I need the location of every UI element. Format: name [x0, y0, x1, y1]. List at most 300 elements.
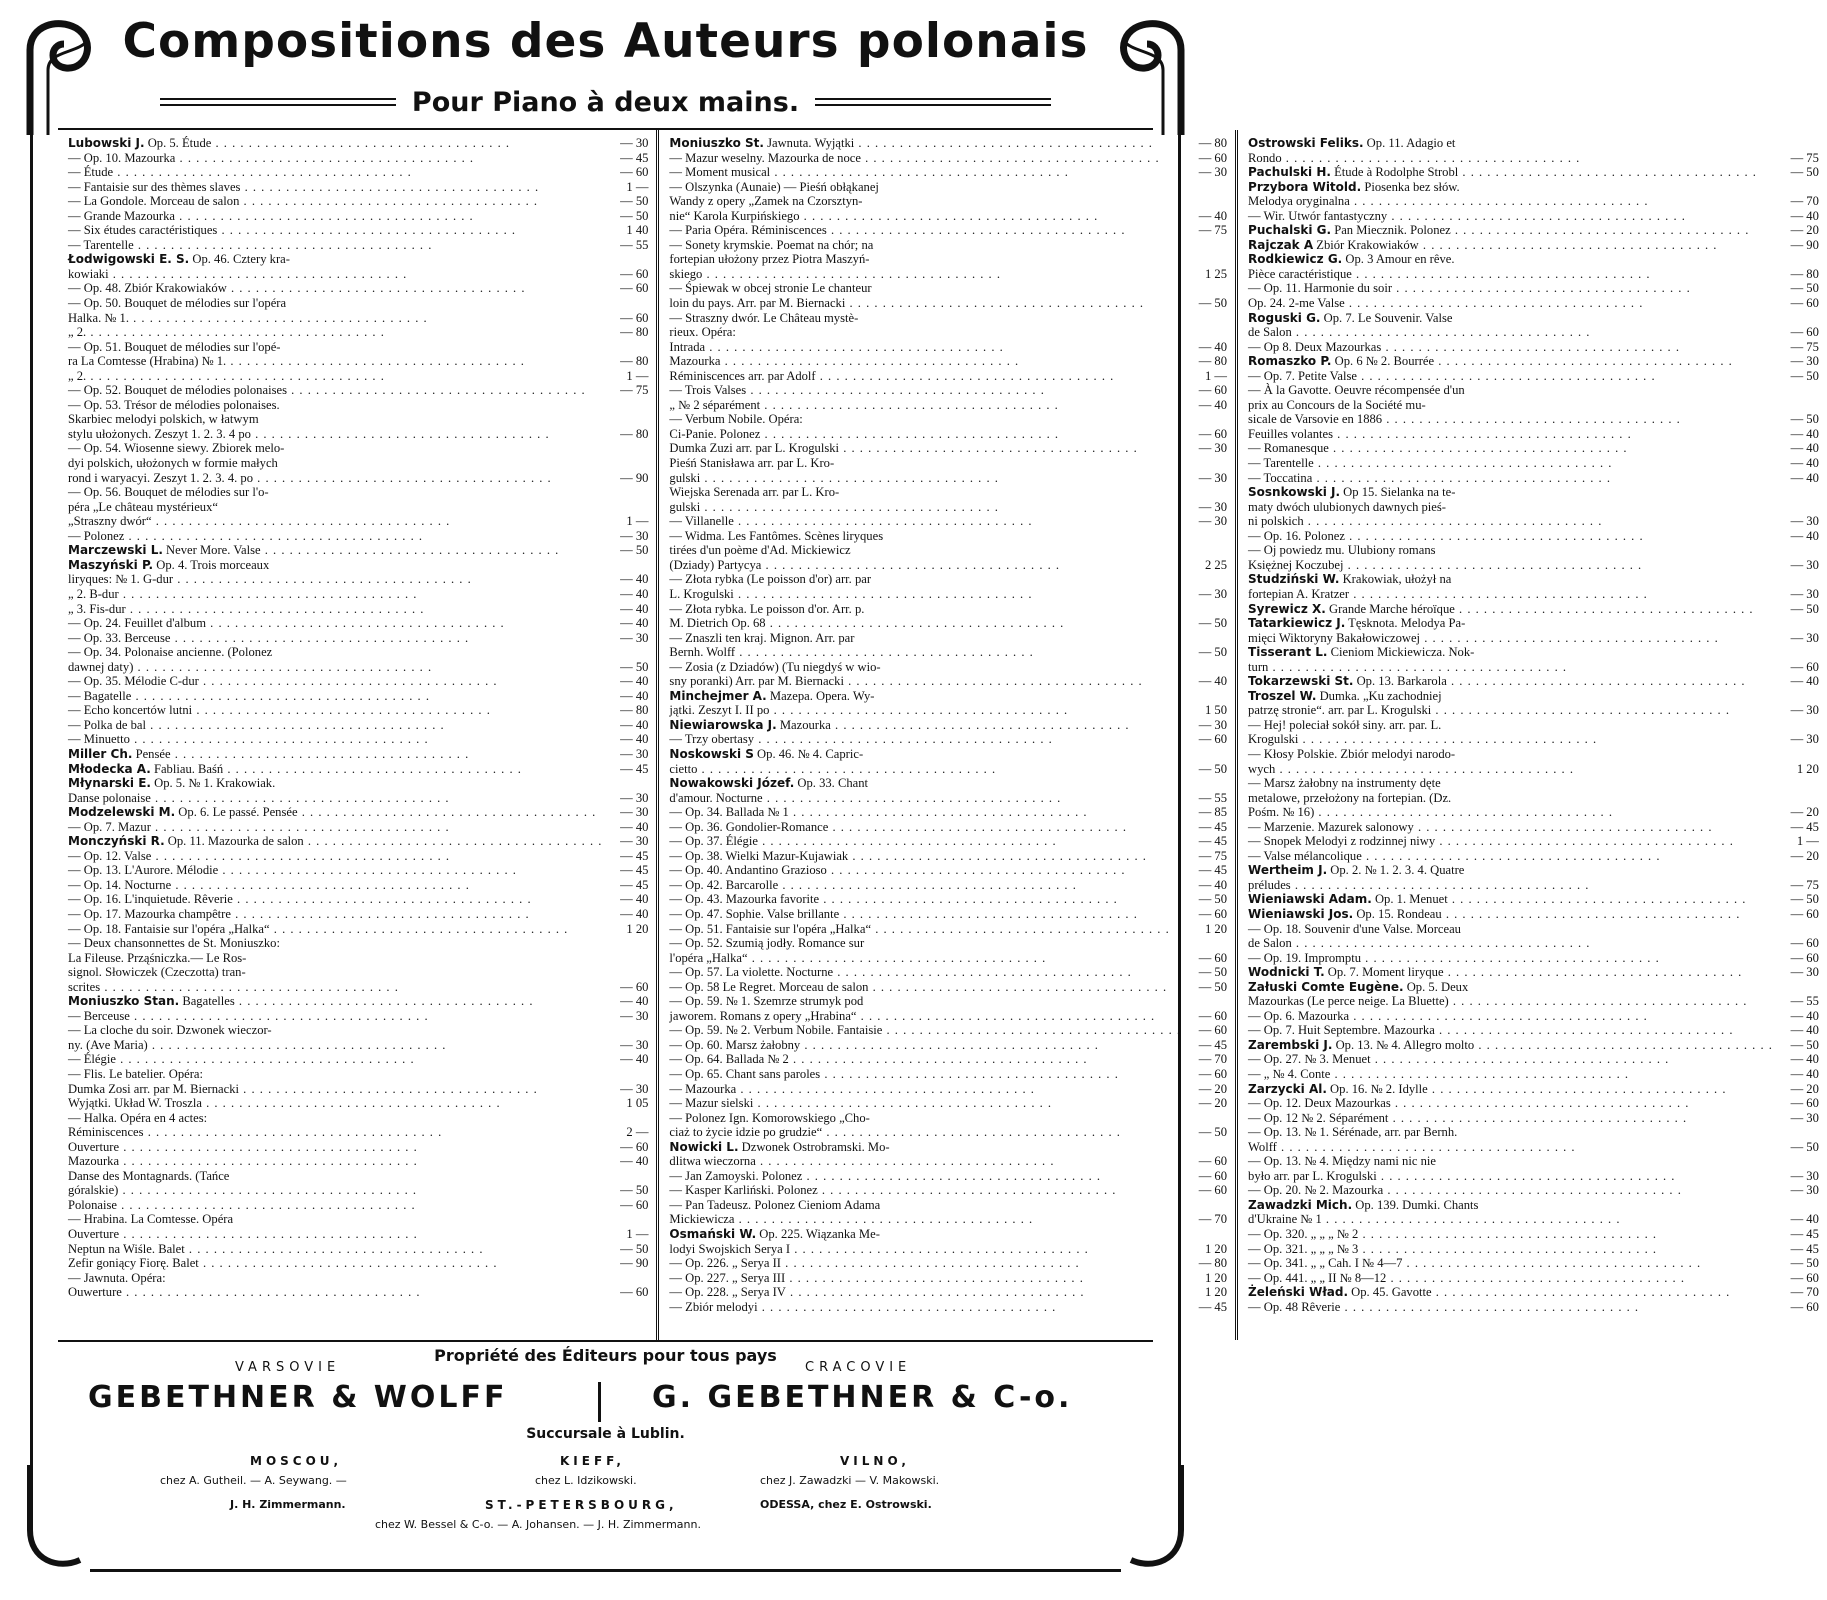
composer-name: Noskowski S: [669, 746, 754, 761]
catalog-entry: [669, 514, 1227, 529]
entry-price: — 40: [620, 717, 649, 732]
entry-title: [68, 1198, 602, 1213]
work-title: Op. 2. № 1. 2. 3. 4. Quatre: [1327, 863, 1465, 878]
catalog-entry: [68, 514, 648, 529]
work-title: — Op. 59. № 1. Szemrze strumyk pod: [669, 994, 864, 1009]
entry-title: [1248, 863, 1773, 878]
entry-title: [1248, 1096, 1773, 1111]
work-title: Intrada: [669, 339, 706, 354]
entry-title: [68, 1227, 602, 1242]
entry-title: [669, 1009, 1181, 1024]
work-title: — Op. 321. „ „ „ № 3: [1248, 1241, 1359, 1256]
entry-title: [1248, 311, 1773, 326]
work-title: — Op. 12. Valse: [68, 848, 152, 863]
work-title: — Sonety krymskie. Poemat na chór; na: [669, 237, 874, 252]
work-title: Wolff: [1248, 1139, 1277, 1154]
catalog-entry: [68, 281, 648, 296]
catalog-entry: [1248, 703, 1819, 718]
entry-title: [669, 863, 1181, 878]
catalog-entry: [68, 485, 648, 500]
catalog-entry: [68, 849, 648, 864]
catalog-entry: [68, 660, 648, 675]
composer-name: Zarzycki Al.: [1248, 1081, 1327, 1096]
entry-title: [669, 252, 1181, 267]
composer-name: Osmański W.: [669, 1227, 757, 1242]
work-title: — Valse mélancolique: [1248, 848, 1362, 863]
work-title: — Op. 16. L'inquietude. Rêverie: [68, 892, 233, 907]
work-title: wych: [1248, 761, 1276, 776]
work-title: — Op. 10. Mazourka: [68, 150, 176, 165]
entry-title: [1248, 1009, 1773, 1024]
catalog-entry: [1248, 325, 1819, 340]
work-title: — Oj powiedz mu. Ulubiony romans: [1248, 543, 1436, 558]
work-title: — Élégie: [68, 1052, 116, 1067]
work-title: — Snopek Melodyi z rodzinnej niwy: [1248, 834, 1436, 849]
entry-price: — 60: [620, 310, 649, 325]
catalog-entry: [1248, 863, 1819, 878]
catalog-entry: [669, 1183, 1227, 1198]
entry-price: — 60: [620, 1285, 649, 1300]
catalog-entry: [669, 587, 1227, 602]
work-title: — Trois Valses: [669, 383, 747, 398]
work-title: — Kłosy Polskie. Zbiór melodyi narodo-: [1248, 746, 1456, 761]
entry-title: [68, 922, 602, 937]
catalog-entry: [1248, 645, 1819, 660]
entry-price: — 60: [1198, 1023, 1228, 1038]
entry-title: [669, 994, 1181, 1009]
work-title: Grande Marche héroïque: [1325, 601, 1455, 616]
entry-title: [669, 965, 1181, 980]
catalog-entry: [1248, 238, 1819, 253]
entry-title: [1248, 471, 1773, 486]
entry-title: [68, 456, 602, 471]
catalog-entry: [68, 776, 648, 791]
entry-title: [1248, 427, 1773, 442]
entry-title: [68, 631, 602, 646]
catalog-entry: [68, 922, 648, 937]
entry-price: — 50: [1198, 645, 1228, 660]
branch-vilno: VILNO,: [840, 1454, 910, 1468]
work-title: — Deux chansonnettes de St. Moniuszko:: [68, 936, 280, 951]
work-title: — Widma. Les Fantômes. Scènes liryques: [669, 528, 884, 543]
footer: [60, 1346, 1151, 1546]
composer-name: Wodnicki T.: [1248, 965, 1325, 980]
entry-price: — 50: [1790, 1139, 1819, 1154]
entry-title: [1248, 325, 1773, 340]
entry-title: [1248, 776, 1773, 791]
work-title: — Op. 35. Mélodie C-dur: [68, 674, 199, 689]
entry-title: [669, 485, 1181, 500]
entry-price: — 90: [1790, 237, 1819, 252]
composer-name: Moniuszko Stan.: [68, 994, 180, 1009]
entry-title: [1248, 383, 1773, 398]
entry-price: — 40: [1790, 528, 1819, 543]
work-title: kowiaki: [68, 266, 109, 281]
work-title: Bagatelles: [179, 994, 235, 1009]
catalog-entry: [68, 369, 648, 384]
catalog-entry: [669, 456, 1227, 471]
work-title: — Minuetto: [68, 732, 130, 747]
catalog-entry: [1248, 441, 1819, 456]
composer-name: Studziński W.: [1248, 572, 1340, 587]
work-title: — Berceuse: [68, 1008, 130, 1023]
work-title: Tęsknota. Melodya Pa-: [1345, 616, 1466, 631]
entry-title: [68, 936, 602, 951]
entry-title: [669, 922, 1181, 937]
catalog-entry: [669, 732, 1227, 747]
work-title: sicale de Varsovie en 1886: [1248, 412, 1383, 427]
entry-price: 1 —: [1204, 368, 1228, 383]
catalog-entry: [1248, 354, 1819, 369]
catalog-entry: [68, 703, 648, 718]
catalog-entry: [1248, 209, 1819, 224]
work-title: jątki. Zeszyt I. II po: [669, 703, 770, 718]
entry-price: — 30: [1198, 499, 1228, 514]
entry-price: — 50: [1790, 368, 1819, 383]
entry-price: 1 —: [626, 368, 649, 383]
entry-title: [1248, 1154, 1773, 1169]
work-title: Polonaise: [68, 1197, 117, 1212]
entry-title: [68, 834, 602, 849]
work-title: Skarbiec melodyi polskich, w łatwym: [68, 412, 259, 427]
work-title: — Op. 6. Mazourka: [1248, 1008, 1350, 1023]
entry-price: — 40: [620, 572, 649, 587]
work-title: — Op. 37. Élégie: [669, 834, 758, 849]
entry-title: [1248, 674, 1773, 689]
catalog-entry: [1248, 412, 1819, 427]
entry-price: — 30: [1198, 717, 1228, 732]
entry-title: [669, 747, 1181, 762]
catalog-entry: [68, 1242, 648, 1257]
work-title: scrites: [68, 979, 101, 994]
entry-title: [1248, 252, 1773, 267]
entry-price: — 30: [620, 834, 649, 849]
entry-price: — 40: [1790, 1052, 1819, 1067]
branch-kieff-line: chez L. Idzikowski.: [535, 1474, 637, 1487]
entry-title: [68, 776, 602, 791]
entry-title: [669, 1256, 1181, 1271]
entry-price: — 50: [620, 208, 649, 223]
work-title: L. Krogulski: [669, 586, 734, 601]
work-title: d'Ukraine № 1: [1248, 1212, 1322, 1227]
work-title: Dzwonek Ostrobramski. Mo-: [738, 1139, 890, 1154]
entry-title: [1248, 558, 1773, 573]
catalog-entry: [1248, 631, 1819, 646]
entry-title: [669, 383, 1181, 398]
work-title: dyi polskich, ułożonych w formie małych: [68, 456, 278, 471]
entry-title: [68, 1038, 602, 1053]
entry-title: [68, 1125, 602, 1140]
entry-title: [68, 1285, 602, 1300]
entry-price: — 40: [1790, 456, 1819, 471]
work-title: Op 15. Sielanka na te-: [1340, 485, 1456, 500]
entry-title: [68, 340, 602, 355]
composer-name: Sosnkowski J.: [1248, 485, 1341, 500]
entry-title: [1248, 980, 1773, 995]
entry-price: — 30: [620, 1008, 649, 1023]
catalog-entry: [669, 892, 1227, 907]
frame-border-bottom: [90, 1569, 1121, 1572]
catalog-entry: [669, 412, 1227, 427]
catalog-entry: [68, 965, 648, 980]
entry-title: [68, 805, 602, 820]
entry-title: [669, 602, 1181, 617]
entry-price: — 20: [1198, 1081, 1228, 1096]
work-title: — Op. 48 Rêverie: [1248, 1299, 1341, 1314]
work-title: — Op. 7. Mazur: [68, 819, 151, 834]
entry-price: — 40: [620, 674, 649, 689]
work-title: — Op. 52. Bouquet de mélodies polonaises: [68, 383, 287, 398]
entry-title: [1248, 631, 1773, 646]
catalog-entry: [669, 1285, 1227, 1300]
catalog-entry: [68, 471, 648, 486]
entry-title: [68, 1096, 602, 1111]
catalog-entry: [669, 1023, 1227, 1038]
catalog-entry: [669, 980, 1227, 995]
entry-price: — 80: [620, 426, 649, 441]
work-title: — Zbiór melodyi: [669, 1299, 758, 1314]
entry-title: [1248, 1227, 1773, 1242]
work-title: — Zosia (z Dziadów) (Tu niegdyś w wio-: [669, 659, 881, 674]
catalog-entry: [669, 718, 1227, 733]
entry-title: [1248, 820, 1773, 835]
composer-name: Syrewicz X.: [1248, 601, 1326, 616]
catalog-entry: [68, 456, 648, 471]
composer-name: Wieniawski Jos.: [1248, 906, 1354, 921]
catalog-entry: [1248, 500, 1819, 515]
work-title: Wandy z opery „Zamek na Czorsztyn-: [669, 194, 863, 209]
entry-price: — 45: [1198, 863, 1228, 878]
property-notice: Propriété des Éditeurs pour tous pays: [434, 1346, 777, 1365]
work-title: — Op. 43. Mazourka favorite: [669, 892, 820, 907]
catalog-entry: [1248, 762, 1819, 777]
work-title: Rondo: [1248, 150, 1282, 165]
composer-name: Tokarzewski St.: [1248, 674, 1354, 689]
work-title: gulski: [669, 499, 701, 514]
catalog-entry: [1248, 922, 1819, 937]
work-title: — Op. 7. Huit Septembre. Mazourka: [1248, 1023, 1435, 1038]
catalog-entry: [669, 849, 1227, 864]
composer-name: Młynarski E.: [68, 776, 151, 791]
catalog-entry: [68, 1052, 648, 1067]
catalog-entry: [669, 660, 1227, 675]
work-title: — Śpiewak w obcej stronie Le chanteur: [669, 281, 872, 296]
work-title: skiego: [669, 266, 703, 281]
work-title: — Op. 227. „ Serya III: [669, 1270, 786, 1285]
catalog-entry: [1248, 1023, 1819, 1038]
catalog-entry: [1248, 878, 1819, 893]
entry-title: [1248, 369, 1773, 384]
catalog-entry: [68, 1140, 648, 1155]
entry-price: — 45: [1198, 819, 1228, 834]
work-title: fortepian A. Kratzer: [1248, 586, 1350, 601]
catalog-entry: [669, 747, 1227, 762]
work-title: — À la Gavotte. Oeuvre récompensée d'un: [1248, 383, 1465, 398]
work-title: — Jan Zamoyski. Polonez: [669, 1168, 803, 1183]
entry-title: [669, 398, 1181, 413]
catalog-entry: [68, 354, 648, 369]
entry-title: [68, 514, 602, 529]
entry-price: — 80: [1198, 136, 1228, 150]
catalog-entry: [1248, 340, 1819, 355]
catalog-entry: [669, 398, 1227, 413]
work-title: M. Dietrich Op. 68: [669, 616, 766, 631]
work-title: prix au Concours de la Société mu-: [1248, 397, 1426, 412]
entry-title: [68, 136, 602, 151]
catalog-entry: [1248, 252, 1819, 267]
catalog-entry: [669, 1271, 1227, 1286]
catalog-entry: [1248, 747, 1819, 762]
work-title: — Op. 27. № 3. Menuet: [1248, 1052, 1371, 1067]
entry-title: [669, 587, 1181, 602]
entry-title: [669, 427, 1181, 442]
catalog-entry: [68, 1256, 648, 1271]
work-title: Op. 7. Le Souvenir. Valse: [1320, 310, 1453, 325]
work-title: Never More. Valse: [162, 543, 261, 558]
work-title: — Villanelle: [669, 514, 734, 529]
entry-title: [1248, 456, 1773, 471]
catalog-entry: [1248, 689, 1819, 704]
entry-price: 1 05: [626, 1096, 649, 1111]
work-title: — Verbum Nobile. Opéra:: [669, 412, 803, 427]
entry-price: — 60: [1790, 325, 1819, 340]
entry-price: — 60: [1790, 906, 1819, 921]
work-title: Mazourka: [68, 1154, 120, 1169]
entry-price: — 45: [1198, 1299, 1228, 1314]
work-title: péra „Le château mystérieux“: [68, 499, 218, 514]
entry-title: [1248, 587, 1773, 602]
catalog-entry: [68, 252, 648, 267]
work-title: — Op. 51. Fantaisie sur l'opéra „Halka“: [669, 921, 872, 936]
entry-title: [669, 267, 1181, 282]
entry-title: [1248, 1212, 1773, 1227]
entry-price: — 60: [620, 1197, 649, 1212]
entry-title: [1248, 281, 1773, 296]
work-title: Op. 7. Moment liryque: [1324, 965, 1444, 980]
work-title: Feuilles volantes: [1248, 426, 1334, 441]
work-title: Neptun na Wiśle. Balet: [68, 1241, 185, 1256]
catalog-entry: [1248, 543, 1819, 558]
entry-title: [669, 1096, 1181, 1111]
composer-name: Przybora Witold.: [1248, 179, 1362, 194]
work-title: Op. 11. Mazourka de salon: [164, 834, 304, 849]
catalog-entry: [68, 1227, 648, 1242]
work-title: Op. 5. Deux: [1403, 979, 1469, 994]
entry-price: — 40: [620, 732, 649, 747]
catalog-entry: [68, 136, 648, 151]
entry-title: [1248, 543, 1773, 558]
entry-title: [1248, 1111, 1773, 1126]
entry-title: [68, 1183, 602, 1198]
branch-odessa-line: ODESSA, chez E. Ostrowski.: [760, 1498, 932, 1511]
entry-price: — 60: [1198, 1067, 1228, 1081]
catalog-entry: [669, 1038, 1227, 1053]
entry-title: [1248, 1082, 1773, 1097]
entry-title: [68, 602, 602, 617]
catalog-entry: [68, 151, 648, 166]
work-title: — Trzy obertasy: [669, 732, 755, 747]
entry-price: — 50: [1198, 296, 1228, 311]
entry-price: — 80: [1198, 1256, 1228, 1271]
branch-moscou: MOSCOU,: [250, 1454, 343, 1468]
catalog-entry: [68, 1125, 648, 1140]
entry-title: [68, 892, 602, 907]
work-title: Krakowiak, ułożył na: [1339, 572, 1452, 587]
catalog-entry: [669, 151, 1227, 166]
entry-price: — 40: [620, 994, 649, 1009]
entry-title: [669, 1242, 1181, 1257]
entry-price: 1 20: [1204, 921, 1228, 936]
entry-title: [1248, 296, 1773, 311]
catalog-entry: [1248, 1227, 1819, 1242]
composer-name: Rodkiewicz G.: [1248, 252, 1343, 267]
entry-title: [1248, 441, 1773, 456]
work-title: Pośm. № 16): [1248, 805, 1315, 820]
work-title: — Op. 38. Wielki Mazur-Kujawiak: [669, 848, 849, 863]
composer-name: Monczyński R.: [68, 834, 165, 849]
succursale: Succursale à Lublin.: [526, 1426, 685, 1442]
catalog-entry: [68, 209, 648, 224]
catalog-entry: [669, 471, 1227, 486]
work-title: — Polonez: [68, 528, 125, 543]
entry-title: [1248, 732, 1773, 747]
work-title: — Op. 52. Szumią jodły. Romance sur: [669, 936, 865, 951]
catalog-entry: [68, 834, 648, 849]
catalog-entry: [68, 383, 648, 398]
entry-price: — 70: [1198, 1212, 1228, 1227]
entry-title: [68, 791, 602, 806]
entry-price: — 60: [1790, 659, 1819, 674]
catalog-entry: [669, 252, 1227, 267]
publisher-left: GEBETHNER & WOLFF: [88, 1380, 508, 1415]
composer-name: Żeleński Wład.: [1248, 1285, 1349, 1300]
catalog-entry: [68, 340, 648, 355]
catalog-entry: [68, 936, 648, 951]
entry-price: 1 —: [626, 179, 649, 194]
catalog-entry: [68, 791, 648, 806]
entry-title: [1248, 849, 1773, 864]
entry-title: [68, 1009, 602, 1024]
work-title: gulski: [669, 470, 701, 485]
entry-title: [68, 1212, 602, 1227]
work-title: Op. 5. Étude: [144, 136, 212, 150]
catalog-entry: [669, 907, 1227, 922]
entry-title: [1248, 1242, 1773, 1257]
entry-title: [669, 325, 1181, 340]
entry-price: — 40: [1790, 1212, 1819, 1227]
entry-title: [1248, 1125, 1773, 1140]
catalog-entry: [1248, 165, 1819, 180]
work-title: — Znaszli ten kraj. Mignon. Arr. par: [669, 630, 855, 645]
entry-title: [68, 572, 602, 587]
catalog-entry: [68, 412, 648, 427]
catalog-entry: [68, 689, 648, 704]
catalog-entry: [1248, 1140, 1819, 1155]
work-title: Mazepa. Opera. Wy-: [766, 688, 875, 703]
entry-title: [669, 1140, 1181, 1155]
entry-title: [1248, 485, 1773, 500]
work-title: — Polonez Ign. Komorowskiego „Cho-: [669, 1110, 870, 1125]
catalog-entry: [669, 267, 1227, 282]
catalog-entry: [1248, 1300, 1819, 1315]
catalog-entry: [1248, 151, 1819, 166]
entry-price: — 45: [1790, 1227, 1819, 1242]
catalog-entry: [669, 1067, 1227, 1082]
catalog-entry: [669, 1125, 1227, 1140]
entry-title: [68, 1271, 602, 1286]
work-title: Pensée: [132, 746, 171, 761]
catalog-entry: [1248, 296, 1819, 311]
